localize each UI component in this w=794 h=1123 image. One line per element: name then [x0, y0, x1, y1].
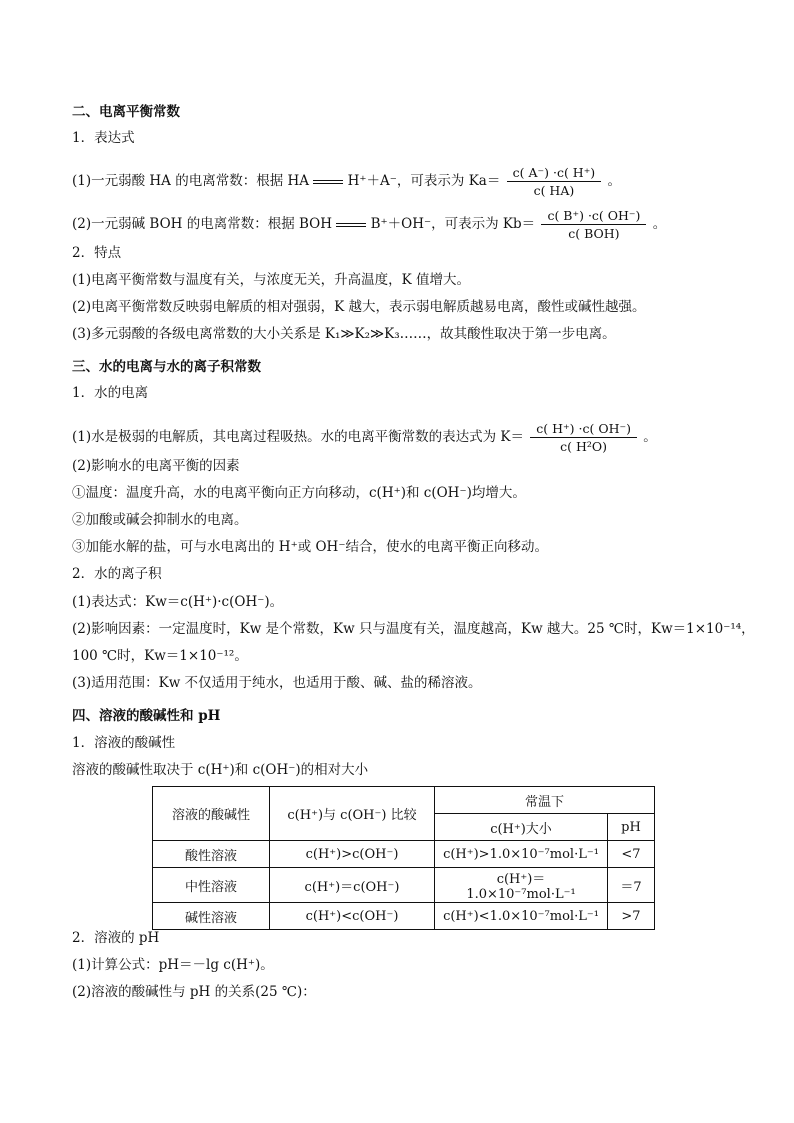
numerator: c( A⁻) ·c( H⁺)	[507, 165, 602, 182]
denominator: c( HA)	[533, 183, 575, 198]
numerator: c( H⁺) ·c( OH⁻)	[530, 421, 637, 438]
header-room-temp: 常温下	[435, 787, 655, 814]
kb-fraction	[541, 208, 646, 241]
denominator: c( BOH)	[568, 226, 620, 241]
table-header-row	[153, 787, 655, 814]
base-ionization-constant-line	[72, 208, 666, 241]
cell-compare: c(H⁺)>c(OH⁻)	[270, 841, 435, 868]
subheading-features: 2．特点	[72, 245, 122, 261]
text: 。	[607, 173, 621, 189]
header-ph: pH	[608, 814, 655, 841]
cell-ch: c(H⁺)>1.0×10⁻⁷mol·L⁻¹	[435, 841, 608, 868]
section-3-title: 三、水的电离与水的离子积常数	[72, 359, 261, 375]
header-compare: c(H⁺)与 c(OH⁻) 比较	[270, 787, 435, 841]
ion-product-scope: (3)适用范围：Kw 不仅适用于纯水，也适用于酸、碱、盐的稀溶液。	[72, 675, 482, 691]
subheading-water-ionization: 1．水的电离	[72, 385, 149, 401]
text: B⁺＋OH⁻，可表示为 Kb＝	[370, 216, 536, 232]
cell-ph: <7	[608, 841, 655, 868]
text: H⁺＋A⁻，可表示为 Ka＝	[347, 173, 501, 189]
feature-2: (2)电离平衡常数反映弱电解质的相对强弱，K 越大，表示弱电解质越易电离，酸性或碱性越强。	[72, 299, 646, 315]
text: 。	[643, 429, 657, 445]
cell-type: 酸性溶液	[153, 841, 270, 868]
table-row	[153, 903, 655, 930]
acidity-table	[152, 786, 655, 930]
subheading-acidity: 1．溶液的酸碱性	[72, 735, 176, 751]
table-row	[153, 841, 655, 868]
section-4-title: 四、溶液的酸碱性和 pH	[72, 708, 221, 724]
subheading-expression: 1．表达式	[72, 130, 135, 146]
subheading-ph: 2．溶液的 pH	[72, 930, 160, 946]
cell-type: 中性溶液	[153, 868, 270, 903]
feature-3: (3)多元弱酸的各级电离常数的大小关系是 K₁≫K₂≫K₃……，故其酸性取决于第一步电离。	[72, 326, 616, 342]
section-2-title: 二、电离平衡常数	[72, 104, 180, 120]
equilibrium-arrow-icon	[313, 178, 343, 186]
numerator: c( B⁺) ·c( OH⁻)	[541, 208, 646, 225]
cell-ph: ＝7	[608, 868, 655, 903]
cell-compare: c(H⁺)＝c(OH⁻)	[270, 868, 435, 903]
ion-product-factors-1: (2)影响因素：一定温度时，Kw 是个常数，Kw 只与温度有关，温度越高，Kw 越大。25 ℃时，Kw＝1×10⁻¹⁴，	[72, 621, 755, 637]
acid-ionization-constant-line	[72, 165, 621, 198]
ph-relation: (2)溶液的酸碱性与 pH 的关系(25 ℃)：	[72, 984, 316, 1000]
feature-1: (1)电离平衡常数与温度有关，与浓度无关，升高温度，K 值增大。	[72, 272, 470, 288]
equilibrium-arrow-icon	[336, 221, 366, 229]
acidity-intro: 溶液的酸碱性取决于 c(H⁺)和 c(OH⁻)的相对大小	[72, 762, 369, 778]
cell-ch: c(H⁺)<1.0×10⁻⁷mol·L⁻¹	[435, 903, 608, 930]
text: (1)水是极弱的电解质，其电离过程吸热。水的电离平衡常数的表达式为 K＝	[72, 429, 524, 445]
ph-formula: (1)计算公式：pH＝－lg c(H⁺)。	[72, 957, 274, 973]
header-type: 溶液的酸碱性	[153, 787, 270, 841]
text: (1)一元弱酸 HA 的电离常数：根据 HA	[72, 173, 310, 189]
cell-compare: c(H⁺)<c(OH⁻)	[270, 903, 435, 930]
cell-ch: c(H⁺)＝1.0×10⁻⁷mol·L⁻¹	[435, 868, 608, 903]
k-fraction	[530, 421, 637, 454]
header-ch: c(H⁺)大小	[435, 814, 608, 841]
denominator: c( H²O)	[560, 439, 608, 454]
factor-temperature: ①温度：温度升高，水的电离平衡向正方向移动，c(H⁺)和 c(OH⁻)均增大。	[72, 485, 526, 501]
subheading-ion-product: 2．水的离子积	[72, 566, 162, 582]
factors-heading: (2)影响水的电离平衡的因素	[72, 458, 240, 474]
ion-product-factors-2: 100 ℃时，Kw＝1×10⁻¹²。	[72, 648, 248, 664]
ka-fraction	[507, 165, 602, 198]
water-constant-line	[72, 421, 657, 454]
factor-acid-base: ②加酸或碱会抑制水的电离。	[72, 512, 248, 528]
table-row	[153, 868, 655, 903]
ion-product-expression: (1)表达式：Kw＝c(H⁺)·c(OH⁻)。	[72, 594, 284, 610]
cell-type: 碱性溶液	[153, 903, 270, 930]
text: (2)一元弱碱 BOH 的电离常数：根据 BOH	[72, 216, 333, 232]
text: 。	[652, 216, 667, 232]
cell-ph: >7	[608, 903, 655, 930]
factor-salt: ③加能水解的盐，可与水电离出的 H⁺或 OH⁻结合，使水的电离平衡正向移动。	[72, 539, 548, 555]
